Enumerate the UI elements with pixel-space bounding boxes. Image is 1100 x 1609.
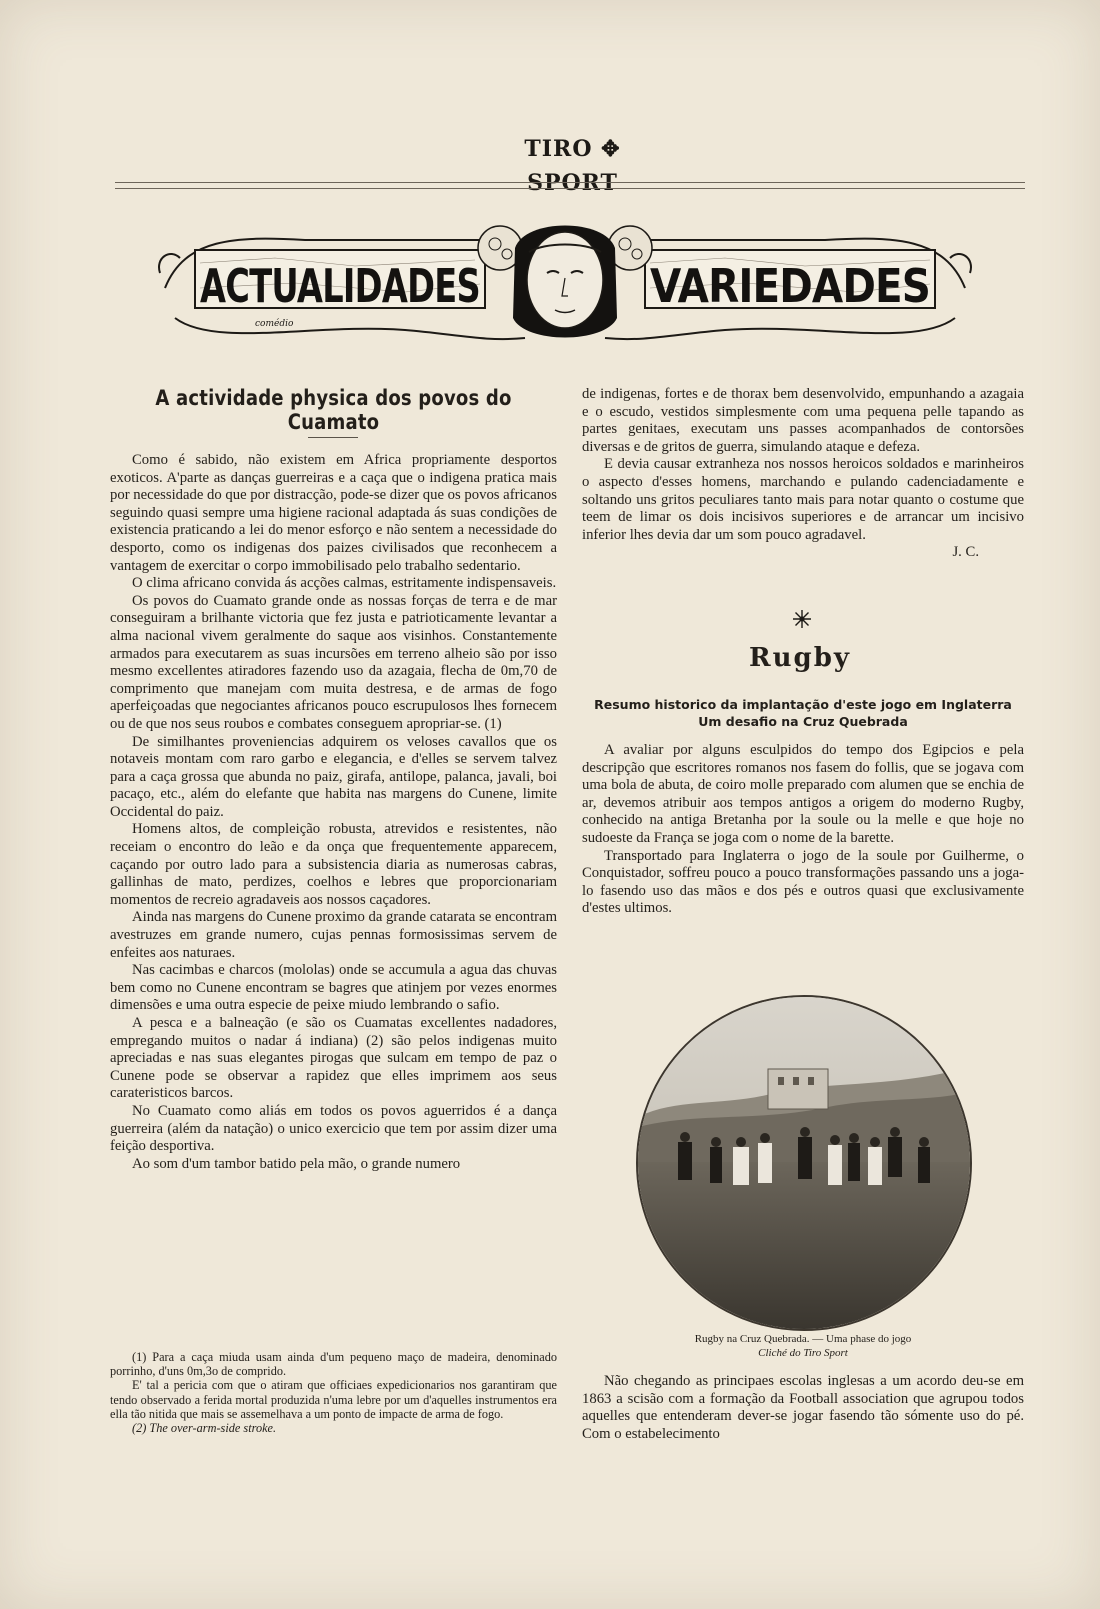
banner-illustration <box>155 218 975 356</box>
footnote: (2) The over-arm-side stroke. <box>132 1421 277 1436</box>
banner-left-text: ACTUALIDADES <box>200 259 480 313</box>
paragraph: Ainda nas margens do Cunene proximo da grande catarata se encontram avestruzes em grande numero, cujas pennas formosissimas servem de enfeites aos naturaes. <box>110 909 557 961</box>
subtitle-line-2: Um desafio na Cruz Quebrada <box>698 714 908 729</box>
banner-right-text: VARIEDADES <box>650 259 930 313</box>
footnotes <box>110 1350 557 1435</box>
header-double-rule <box>115 182 1025 189</box>
rugby-title: Rugby <box>749 643 851 673</box>
rugby-subtitle <box>582 696 1024 730</box>
paragraph: Como é sabido, não existem em Africa propriamente desportos exoticos. A'parte as danças guerreiras e a caça que o indigena pratica mais por necessidade do que por distracção, pode-se dizer que os povos africanos seguindo quasi sempre uma higiene racional adaptada ás suas condições de existencia praticando a lei do menor esforço e não sentem a necessidade do desporto, como os indigenas dos paizes civilisados que reconhecem a vantagem de exercitar o corpo immobilisado pelo trabalho sedentario. <box>110 452 557 574</box>
paragraph: No Cuamato como aliás em todos os povos aguerridos é a dança guerreira (além da natação) o unico exercicio que tem por assim dizer uma feição desportiva. <box>110 1102 557 1155</box>
article-continuation <box>582 386 1024 562</box>
caption-text: Rugby na Cruz Quebrada. — Uma phase do jogo <box>694 1333 912 1345</box>
star-ornament-icon <box>792 609 812 629</box>
photo-caption <box>582 1332 1024 1360</box>
paragraph: Nas cacimbas e charcos (mololas) onde se accumula a agua das chuvas bem como no Cunene encontram se bagres que atinjem por vezes enormes dimensões e uma outra especie de peixe miudo lembrando o safio. <box>110 962 557 1014</box>
paragraph: Não chegando as principaes escolas inglesas a um acordo deu-se em 1863 a scisão com a formação da Football association que agrupou todos aquelles que entenderam dever-se jogar fasendo tão sómente uso do pé. Com o estabelecimento <box>582 1373 1024 1442</box>
paragraph: Homens altos, de compleição robusta, atrevidos e resistentes, não receiam o encontro do leão e da onça que frequentemente apparecem, caçando por outro lado para a subsistencia diaria as numerosas cabras, gallinhas de mato, perdizes, coelhos e lebres que proporcionariam momentos de recreio agradaveis aos nossos caçadores. <box>110 821 557 908</box>
paragraph: A avaliar por alguns esculpidos do tempo dos Egipcios e pela descripção que escritores romanos nos fasem do follis, que se jogava com uma bola de abuta, de coiro molle preparado com alumen que se enchia de ar, devemos atribuir aos tempos antigos a origem do moderno Rugby, conhecido na antiga Bretanha por la soule ou la melle e que hoje no sudoeste da França se joga com o nome de la barette. <box>582 742 1024 846</box>
article-title: A actividade physica dos povos do Cuamato <box>155 386 512 434</box>
author-signature: J. C. <box>952 544 979 561</box>
paragraph: Os povos do Cuamato grande onde as nossas forças de terra e de mar conseguiram a brilhante victoria que fez justa e patrioticamente levantar a alma nacional vivem geralmente do saque aos visinhos. Constantemente armados para executarem as suas incursões em terreno alheio são por isso mesmo excellentes atiradores fazendo uso da azagaia, flecha de 0m,70 de comprimento que manejam com muita destresa, e de armas de fogo aperfeiçoadas que negociantes africanos pouco escrupulosos lhes fornecem ou de que nos seus roubos e combates conseguem apropriar-se. (1) <box>110 592 557 732</box>
paragraph: Transportado para Inglaterra o jogo de la soule por Guilherme, o Conquistador, soffreu pouco a pouco transformações passando uns a joga-lo fasendo uso das mãos e dos pés e outros quasi que exclusivamente d'estes ultimos. <box>582 847 1024 917</box>
subtitle-line-1: Resumo historico da implantação d'este jogo em Inglaterra <box>594 697 1012 712</box>
rugby-photo-image <box>638 997 970 1329</box>
paragraph: Ao som d'um tambor batido pela mão, o grande numero <box>132 1155 461 1172</box>
rugby-photo <box>636 995 972 1331</box>
title-divider <box>308 437 358 438</box>
paragraph: O clima africano convida ás acções calmas, estritamente indispensaveis. <box>132 575 557 592</box>
face-ornament <box>478 226 652 338</box>
footnote: E' tal a pericia com que o atiram que officiaes expedicionarios nos garantiram que tendo observado a ferida mortal produzida n'uma lebre por um d'aquelles instrumentos era ella tão nitida que mais se assemelhava a um ponto de impacte de arma de fogo. <box>110 1378 557 1421</box>
caption-credit <box>582 1346 1024 1360</box>
paragraph: E devia causar extranheza nos nossos heroicos soldados e marinheiros o aspecto d'esses homens, marchando e pulando cadenciadamente e soltando uns gritos peculiares tanto mais para notar quanto o costume que teem de limar os dois incisivos superiores e de arrancar um incisivo inferior lhes devia dar um som pouco agradavel. <box>582 456 1024 543</box>
masthead-logo <box>485 132 660 196</box>
banner-artist-signature: comédio <box>255 319 294 329</box>
rugby-body-continued <box>582 1373 1024 1443</box>
paragraph: De similhantes proveniencias adquirem os veloses cavallos que os notaveis montam com raro garbo e elegancia, e d'elles se servem talvez para a caça grossa que abunda no paiz, girafa, antilope, palanca, javali, boi pacaço, etc., além do elefante que habita nas margens do Cunene, limite Occidental do paiz. <box>110 733 557 820</box>
paragraph: de indigenas, fortes e de thorax bem desenvolvido, empunhando a azagaia e o escudo, vestidos simplesmente com uma pequena pelle tapando as partes genitaes, executam uns passes acompanhados de contorsões diversas e de gritos de guerra, simulando ataque e defeza. <box>582 386 1024 455</box>
masthead-title: TIRO ✥ SPORT <box>524 136 621 196</box>
footnote: (1) Para a caça miuda usam ainda d'um pequeno maço de madeira, denominado porrinho, d'uns 0m,3o de comprido. <box>110 1350 557 1379</box>
article-body-left <box>110 452 557 1173</box>
section-banner <box>155 218 975 356</box>
rugby-body <box>582 742 1024 918</box>
paragraph: A pesca e a balneação (e são os Cuamatas excellentes nadadores, empregando muitos o nadar á indiana) (2) são pelos indigenas muito apreciadas e nas suas elegantes pirogas que sulcam em tempo de paz o Cunene pode se observar a rapidez que elles imprimem aos seus carateristicos barcos. <box>110 1015 557 1102</box>
caption-credit-text: Cliché do Tiro Sport <box>758 1347 848 1359</box>
